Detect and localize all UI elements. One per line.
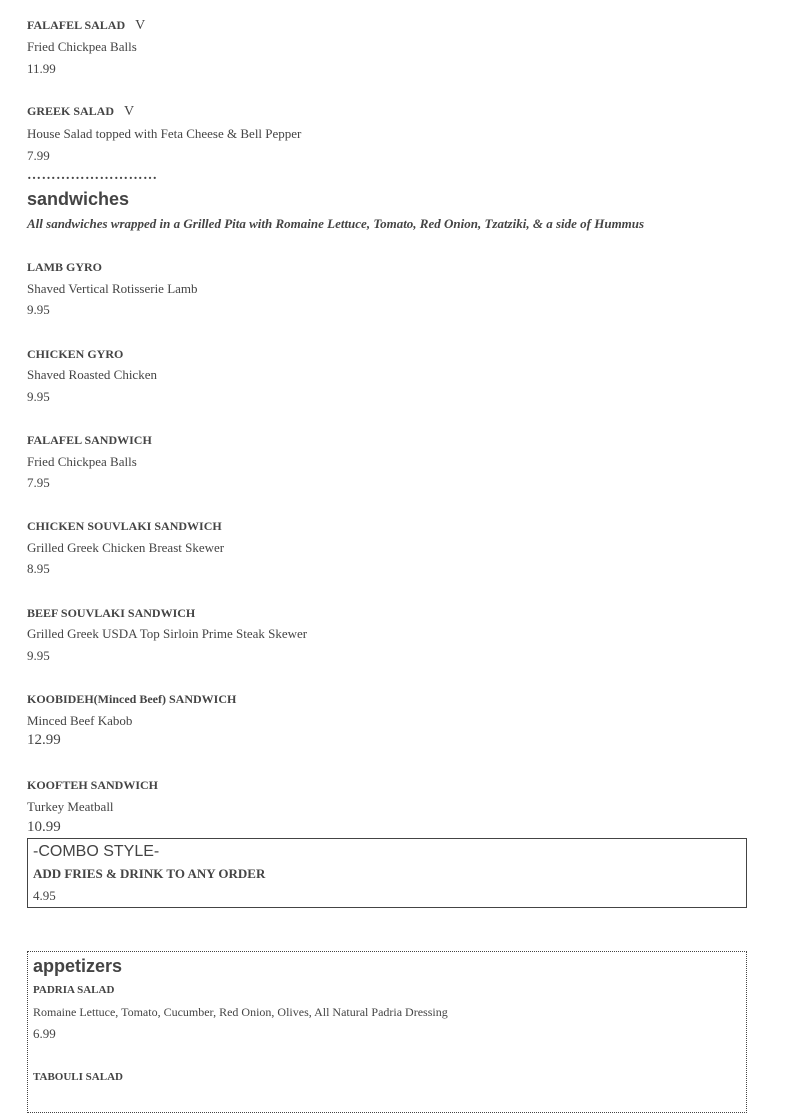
menu-item-description: Turkey Meatball <box>27 799 114 814</box>
section-title-sandwiches: sandwiches <box>27 189 130 209</box>
menu-item-price: 9.95 <box>27 648 50 663</box>
section-divider: ……………………… <box>27 168 158 183</box>
menu-item-price: 9.95 <box>27 302 50 317</box>
vegetarian-marker: V <box>124 104 135 119</box>
section-title-appetizers: appetizers <box>33 956 123 976</box>
menu-item-description: Shaved Roasted Chicken <box>27 367 157 382</box>
menu-item-price: 8.95 <box>27 561 50 576</box>
menu-item-name: KOOFTEH SANDWICH <box>27 778 159 792</box>
vegetarian-marker: V <box>135 18 146 33</box>
menu-item-price: 12.99 <box>27 732 61 748</box>
combo-price: 4.95 <box>33 888 56 903</box>
menu-item-name: CHICKEN SOUVLAKI SANDWICH <box>27 519 222 533</box>
menu-item-description: House Salad topped with Feta Cheese & Bell Pepper <box>27 126 302 141</box>
combo-subtitle: ADD FRIES & DRINK TO ANY ORDER <box>33 866 266 881</box>
menu-item-price: 11.99 <box>27 61 56 76</box>
menu-item-description: Fried Chickpea Balls <box>27 454 137 469</box>
section-note: All sandwiches wrapped in a Grilled Pita with Romaine Lettuce, Tomato, Red Onion, Tzatziki, & a side of Hummus <box>27 216 645 231</box>
combo-title: -COMBO STYLE- <box>33 843 160 860</box>
menu-item-price: 7.95 <box>27 475 50 490</box>
menu-item-name: PADRIA SALAD <box>33 984 115 996</box>
menu-item-description: Grilled Greek USDA Top Sirloin Prime Steak Skewer <box>27 626 308 641</box>
menu-item-name <box>27 104 134 120</box>
menu-item-price: 9.95 <box>27 389 50 404</box>
menu-item-name: BEEF SOUVLAKI SANDWICH <box>27 606 196 620</box>
menu-item-name: KOOBIDEH(Minced Beef) SANDWICH <box>27 692 237 706</box>
menu-item-price: 6.99 <box>33 1026 56 1041</box>
menu-item-description: Fried Chickpea Balls <box>27 39 137 54</box>
menu-item-name: TABOULI SALAD <box>33 1071 123 1083</box>
greek-salad-name: GREEK SALAD <box>27 104 115 118</box>
combo-style-box <box>27 838 747 908</box>
menu-item-price: 7.99 <box>27 148 50 163</box>
menu-item-description: Grilled Greek Chicken Breast Skewer <box>27 540 225 555</box>
menu-item-description: Minced Beef Kabob <box>27 713 133 728</box>
menu-item-name: FALAFEL SANDWICH <box>27 433 152 447</box>
appetizers-box <box>27 951 747 1113</box>
menu-item-description: Romaine Lettuce, Tomato, Cucumber, Red Onion, Olives, All Natural Padria Dressing <box>33 1005 448 1019</box>
menu-item-name: CHICKEN GYRO <box>27 347 124 361</box>
menu-item-name <box>27 18 145 34</box>
menu-item-name: LAMB GYRO <box>27 260 102 274</box>
falafel-salad-name: FALAFEL SALAD <box>27 18 126 32</box>
menu-item-description: Shaved Vertical Rotisserie Lamb <box>27 281 198 296</box>
menu-item-price: 10.99 <box>27 819 61 835</box>
